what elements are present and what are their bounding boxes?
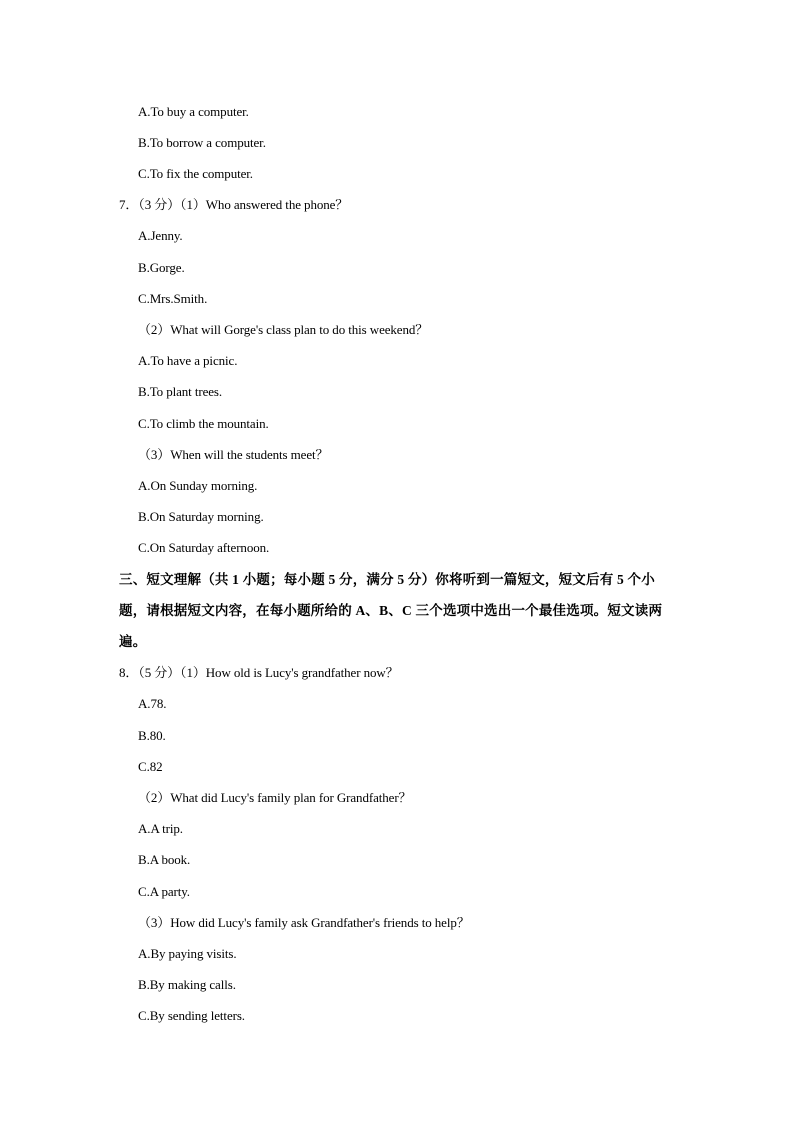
q8-1-option-b: B.80. (138, 728, 166, 743)
q8-3-option-a: A.By paying visits. (138, 946, 237, 961)
q8-3-option-c: C.By sending letters. (138, 1008, 245, 1023)
q6-option-b: B.To borrow a computer. (138, 135, 266, 150)
q8-3-option-b: B.By making calls. (138, 977, 236, 992)
q7-3-option-c: C.On Saturday afternoon. (138, 540, 270, 555)
q7-3-option-b: B.On Saturday morning. (138, 509, 264, 524)
q8-1-option-a: A.78. (138, 696, 167, 711)
q7-3-option-a: A.On Sunday morning. (138, 478, 258, 493)
q8-2-option-a: A.A trip. (138, 821, 183, 836)
q7-header: 7．（3 分）（1）Who answered the phone？ (119, 197, 349, 212)
q7-3-question: （3）When will the students meet？ (138, 447, 329, 462)
q6-option-c: C.To fix the computer. (138, 166, 253, 181)
q8-2-option-b: B.A book. (138, 852, 191, 867)
q6-option-a: A.To buy a computer. (138, 104, 249, 119)
q7-2-option-b: B.To plant trees. (138, 384, 223, 399)
section3-instructions-line1: 三、短文理解（共 1 小题；每小题 5 分，满分 5 分）你将听到一篇短文，短文后有 5 个小 (119, 572, 655, 587)
section3-instructions-line2: 题，请根据短文内容，在每小题所给的 A、B、C 三个选项中选出一个最佳选项。短文读两 (119, 603, 663, 618)
q8-1-option-c: C.82 (138, 759, 163, 774)
q8-2-question: （2）What did Lucy's family plan for Grandfather？ (138, 790, 412, 805)
q8-2-option-c: C.A party. (138, 884, 190, 899)
q7-1-option-b: B.Gorge. (138, 260, 185, 275)
q8-3-question: （3）How did Lucy's family ask Grandfather's friends to help？ (138, 915, 470, 930)
q7-2-option-a: A.To have a picnic. (138, 353, 238, 368)
q7-2-question: （2）What will Gorge's class plan to do this weekend？ (138, 322, 429, 337)
section3-instructions-line3: 遍。 (119, 634, 147, 649)
q7-1-option-c: C.Mrs.Smith. (138, 291, 208, 306)
q7-1-option-a: A.Jenny. (138, 228, 183, 243)
q7-2-option-c: C.To climb the mountain. (138, 416, 269, 431)
q8-header: 8．（5 分）（1）How old is Lucy's grandfather now？ (119, 665, 399, 680)
